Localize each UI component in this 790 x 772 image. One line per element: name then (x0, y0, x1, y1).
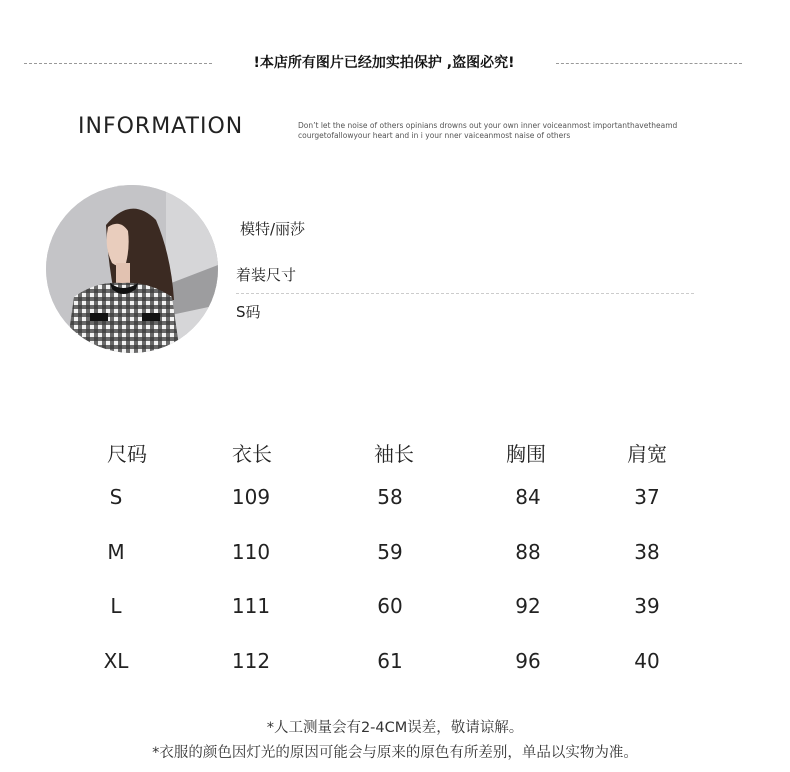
cell-sleeve: 58 (377, 485, 403, 509)
cell-size: XL (103, 649, 129, 673)
worn-size-label: 着装尺寸 (236, 266, 297, 284)
cell-shoulder: 40 (634, 649, 660, 673)
cell-sleeve: 60 (377, 594, 403, 618)
header-length: 衣长 (232, 442, 272, 466)
cell-chest: 84 (515, 485, 541, 509)
info-title: INFORMATION (78, 114, 244, 139)
cell-shoulder: 38 (634, 540, 660, 564)
worn-size-value: S码 (236, 303, 261, 321)
size-divider (236, 293, 694, 294)
table-row (0, 649, 790, 679)
banner-divider-left (24, 63, 212, 64)
cell-shoulder: 37 (634, 485, 660, 509)
cell-size: M (107, 540, 125, 564)
header-shoulder: 肩宽 (627, 442, 667, 466)
cell-chest: 88 (515, 540, 541, 564)
model-photo (46, 185, 218, 353)
info-subtitle-line-1: Don’t let the noise of others opinians drowns out your own inner voiceanmost importanthavetheamd (298, 121, 678, 130)
cell-length: 110 (231, 540, 271, 564)
header-size: 尺码 (107, 442, 147, 466)
cell-sleeve: 61 (377, 649, 403, 673)
info-subtitle-line-2: courgetofallowyour heart and in i your nner vaiceanmost naise of others (298, 131, 571, 140)
cell-length: 112 (231, 649, 271, 673)
model-name: 模特/丽莎 (240, 220, 306, 238)
color-note: *衣服的颜色因灯光的原因可能会与原来的原色有所差别，单品以实物为准。 (152, 745, 638, 761)
info-subtitle (298, 121, 738, 141)
banner-divider-right (556, 63, 742, 64)
cell-shoulder: 39 (634, 594, 660, 618)
table-row (0, 540, 790, 570)
cell-size: L (110, 594, 122, 618)
cell-chest: 96 (515, 649, 541, 673)
banner-text: !本店所有图片已经加实拍保护 ,盗图必究! (253, 55, 515, 71)
cell-length: 109 (231, 485, 271, 509)
cell-size: S (109, 485, 123, 509)
table-row (0, 594, 790, 624)
header-sleeve: 袖长 (374, 442, 414, 466)
cell-chest: 92 (515, 594, 541, 618)
cell-sleeve: 59 (377, 540, 403, 564)
size-table-header (0, 438, 790, 468)
table-row (0, 485, 790, 515)
header-chest: 胸围 (506, 442, 546, 466)
copyright-banner (0, 52, 790, 74)
measurement-note: *人工测量会有2-4CM误差，敬请谅解。 (266, 720, 524, 736)
model-avatar (46, 185, 218, 353)
cell-length: 111 (231, 594, 271, 618)
